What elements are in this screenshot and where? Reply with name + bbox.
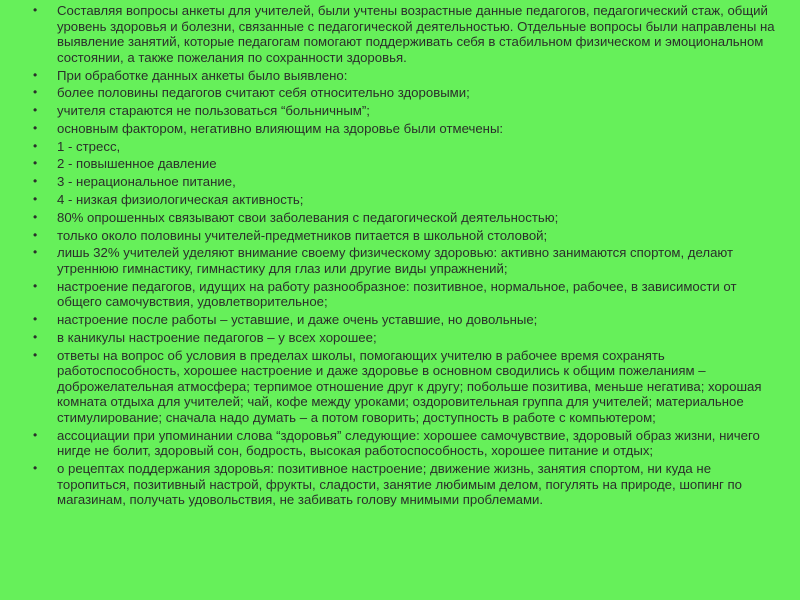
list-item — [33, 312, 778, 328]
list-item — [33, 192, 778, 208]
list-item-text: Составляя вопросы анкеты для учителей, были учтены возрастные данные педагогов, педагогический стаж, общий уровень здоровья и болезни, связанные с педагогической деятельностью. Отдельные вопросы были направлены на выявление занятий, которые педагогам помогают поддерживать себя в стабильном физическом и эмоциональном состоянии, а также пожелания по сохранности здоровья. — [57, 3, 775, 65]
list-item — [33, 330, 778, 346]
list-item-text: настроение педагогов, идущих на работу разнообразное: позитивное, нормальное, рабочее, в зависимости от общего самочувствия, удовлетворительное; — [57, 278, 737, 310]
bullet-icon: • — [33, 427, 38, 442]
bullet-icon: • — [33, 329, 38, 344]
list-item — [33, 103, 778, 119]
list-item — [33, 245, 778, 276]
list-item-text: ответы на вопрос об условия в пределах школы, помогающих учителю в рабочее время сохранять работоспособность, хорошее настроение и даже здоровье в основном сводились к общим пожеланиям – доброжелательная атмосфера; терпимое отношение друг к другу; побольше позитива, меньше негатива; хорошая комната отдыха для учителей; чай, кофе между уроками; оздоровительная группа для учителей; материальное стимулирование; сначала надо думать – а потом говорить; доступность в работе с компьютером; — [57, 347, 762, 426]
bullet-icon: • — [33, 461, 38, 476]
bullet-icon: • — [33, 156, 38, 171]
list-item-text: лишь 32% учителей уделяют внимание своему физическому здоровью: активно занимаются спортом, делают утреннюю гимнастику, гимнастику для глаз или другие виды упражнений; — [57, 245, 734, 276]
list-item-text: 1 - стресс, — [57, 138, 121, 154]
list-item — [33, 174, 778, 190]
bullet-icon: • — [33, 174, 38, 189]
bullet-list — [33, 3, 778, 508]
bullet-icon: • — [33, 227, 38, 242]
list-item-text: настроение после работы – уставшие, и даже очень уставшие, но довольные; — [57, 312, 538, 328]
list-item — [33, 156, 778, 172]
list-item — [33, 210, 778, 226]
list-item — [33, 121, 778, 137]
bullet-icon: • — [33, 312, 38, 327]
bullet-icon: • — [33, 245, 38, 260]
list-item — [33, 68, 778, 84]
list-item — [33, 461, 778, 508]
list-item-text: 4 - низкая физиологическая активность; — [57, 192, 304, 208]
list-item — [33, 3, 778, 65]
bullet-icon: • — [33, 85, 38, 100]
list-item-text: основным фактором, негативно влияющим на здоровье были отмечены: — [57, 120, 504, 136]
list-item-text: 2 - повышенное давление — [57, 156, 217, 172]
bullet-icon: • — [33, 138, 38, 153]
list-item-text: учителя стараются не пользоваться “больничным”; — [57, 103, 370, 119]
bullet-icon: • — [33, 347, 38, 362]
list-item-text: ассоциации при упоминании слова “здоровья” следующие: хорошее самочувствие, здоровый образ жизни, ничего нигде не болит, здоровый сон, бодрость, высокая работоспособность, хорошее питание и отдых; — [57, 427, 760, 459]
list-item — [33, 139, 778, 155]
list-item — [33, 85, 778, 101]
list-item-text: 80% опрошенных связывают свои заболевания с педагогической деятельностью; — [57, 209, 559, 225]
list-item-text: При обработке данных анкеты было выявлено: — [57, 67, 348, 83]
bullet-icon: • — [33, 120, 38, 135]
bullet-icon: • — [33, 278, 38, 293]
list-item-text: только около половины учителей-предметников питается в школьной столовой; — [57, 227, 548, 243]
list-item-text: более половины педагогов считают себя относительно здоровыми; — [57, 85, 470, 101]
list-item-text: 3 - нерациональное питание, — [57, 174, 236, 190]
list-item — [33, 348, 778, 426]
bullet-icon: • — [33, 3, 38, 17]
list-item — [33, 228, 778, 244]
bullet-icon: • — [33, 209, 38, 224]
list-item — [33, 279, 778, 310]
list-item-text: в каникулы настроение педагогов – у всех хорошее; — [57, 329, 377, 345]
list-item — [33, 428, 778, 459]
list-item-text: о рецептах поддержания здоровья: позитивное настроение; движение жизнь, занятия спортом, ни куда не торопиться, позитивный настрой, фрукты, сладости, занятие любимым делом, погулять на природе, шопинг по магазинам, получать удовольствия, не забивать голову мнимыми проблемами. — [57, 461, 742, 508]
bullet-icon: • — [33, 67, 38, 82]
bullet-icon: • — [33, 103, 38, 118]
bullet-icon: • — [33, 192, 38, 207]
